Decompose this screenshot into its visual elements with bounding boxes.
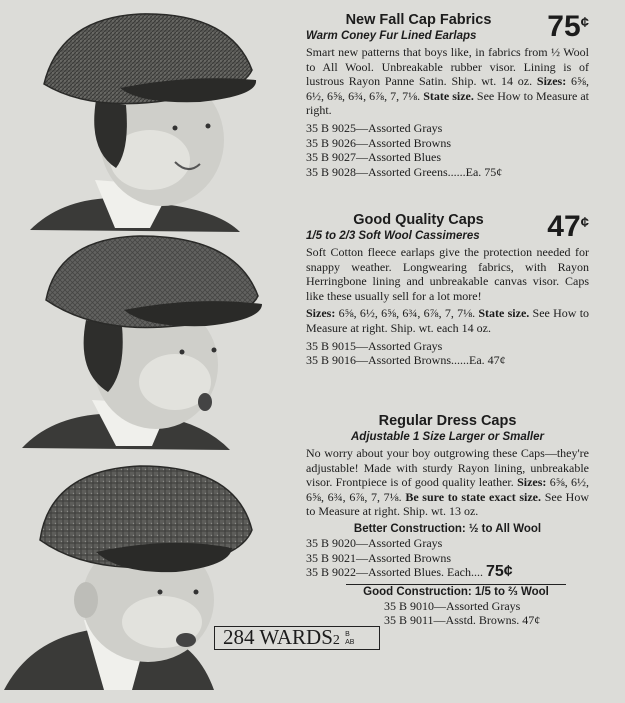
boy-1-figure: [30, 14, 256, 232]
better-construction-heading: Better Construction: ½ to All Wool: [353, 522, 542, 535]
section-subtitle: Adjustable 1 Size Larger or Smaller: [350, 431, 544, 443]
edition-number: 2: [332, 633, 340, 648]
price-value: 47: [547, 210, 581, 243]
section-header: [306, 212, 589, 244]
catalog-item: 35 B 9021—Assorted Browns: [306, 550, 452, 565]
sizes-list: 6⅝, 6½, 6⅝, 6¾, 6⅞, 7, 7⅛.: [338, 306, 476, 321]
price-tag: [547, 12, 589, 42]
price-unit: ¢: [580, 14, 589, 31]
catalog-item: 35 B 9022—Assorted Blues. Each....: [306, 565, 483, 580]
product-description: [306, 45, 589, 118]
better-construction-list: [306, 536, 589, 580]
price-value: 75: [547, 10, 581, 43]
description-text: No worry about your boy outgrowing these Caps—they're adjustable! Made with sturdy Rayon lining, unbreakable visor. Frontpiece is of good quality leather.: [306, 446, 589, 490]
page-footer-box: [214, 626, 380, 650]
sizes-label: Sizes:: [536, 74, 567, 89]
state-size-text: See How to Measure at right. Ship. wt. 13 oz.: [306, 489, 590, 519]
section-header: [306, 12, 589, 44]
catalog-item: 35 B 9027—Assorted Blues: [306, 150, 441, 165]
section-title: New Fall Cap Fabrics: [345, 12, 492, 28]
catalog-item-with-price: [306, 565, 589, 580]
catalog-item: 35 B 9015—Assorted Grays: [306, 338, 443, 353]
catalog-item: 35 B 9016—Assorted Browns......Ea. 47¢: [306, 353, 506, 368]
catalog-item: 35 B 9028—Assorted Greens......Ea. 75¢: [306, 164, 503, 179]
sizes-label: Sizes:: [517, 475, 547, 490]
price-value: 75¢: [485, 563, 513, 581]
product-description: [306, 245, 589, 303]
sizes-list: 6⅝, 6½, 6⅝, 6¾, 6⅞, 7, 7⅛.: [306, 475, 590, 504]
description-text: Soft Cotton fleece earlaps give the protection needed for snappy weather. Longwearing fabrics, with Rayon Herringbone lining and unbreakable canvas visor. Caps like these usually sell for a lot more!: [306, 245, 589, 303]
catalog-number-list: [306, 121, 589, 179]
catalog-item: 35 B 9010—Assorted Grays: [384, 598, 521, 613]
brand-name: WARDS: [259, 626, 333, 649]
section-title: Good Quality Caps: [353, 212, 484, 228]
code-top: B: [345, 631, 350, 639]
state-size-label: State size.: [478, 306, 530, 321]
illustration-column: [0, 0, 306, 703]
state-size-text: See How to Measure at right.: [306, 88, 589, 118]
product-description: [306, 446, 589, 519]
catalog-item: 35 B 9011—Asstd. Browns. 47¢: [384, 613, 541, 628]
description-text: Smart new patterns that boys like, in fabrics from ½ Wool to All Wool. Unbreakable rubber visor. Lining is of lustrous Rayon Panne Satin. Ship. wt. 14 oz.: [306, 45, 589, 89]
catalog-item: 35 B 9020—Assorted Grays: [306, 535, 443, 550]
catalog-code: [345, 631, 354, 647]
state-size-text: See How to Measure at right. Ship. wt. each 14 oz.: [306, 306, 590, 335]
sizes-block: [306, 306, 589, 335]
boy-3-figure: [4, 466, 252, 690]
state-size-label: Be sure to state exact size.: [405, 489, 542, 504]
code-bottom: AB: [345, 639, 355, 647]
section-regular-dress-caps: [306, 413, 589, 628]
section-subtitle: 1/5 to 2/3 Soft Wool Cassimeres: [306, 230, 480, 242]
section-new-fall-cap-fabrics: [306, 12, 589, 179]
section-good-quality-caps: [306, 212, 589, 368]
catalog-item: 35 B 9025—Assorted Grays: [306, 120, 443, 135]
section-subtitle: Warm Coney Fur Lined Earlaps: [306, 30, 477, 42]
state-size-label: State size.: [423, 88, 474, 103]
sizes-list: 6⅝, 6½, 6⅝, 6¾, 6⅞, 7, 7⅛.: [306, 74, 589, 103]
page-number: 284: [223, 626, 255, 649]
section-title: Regular Dress Caps: [378, 413, 517, 429]
price-unit: ¢: [580, 214, 589, 231]
catalog-item: 35 B 9026—Assorted Browns: [306, 135, 452, 150]
sizes-label: Sizes:: [306, 306, 336, 321]
boy-2-figure: [22, 236, 262, 450]
good-construction-list: [384, 599, 589, 628]
good-construction-heading: Good Construction: 1/5 to ⅔ Wool: [363, 585, 549, 598]
price-tag: [547, 212, 589, 242]
catalog-number-list: [306, 339, 589, 368]
